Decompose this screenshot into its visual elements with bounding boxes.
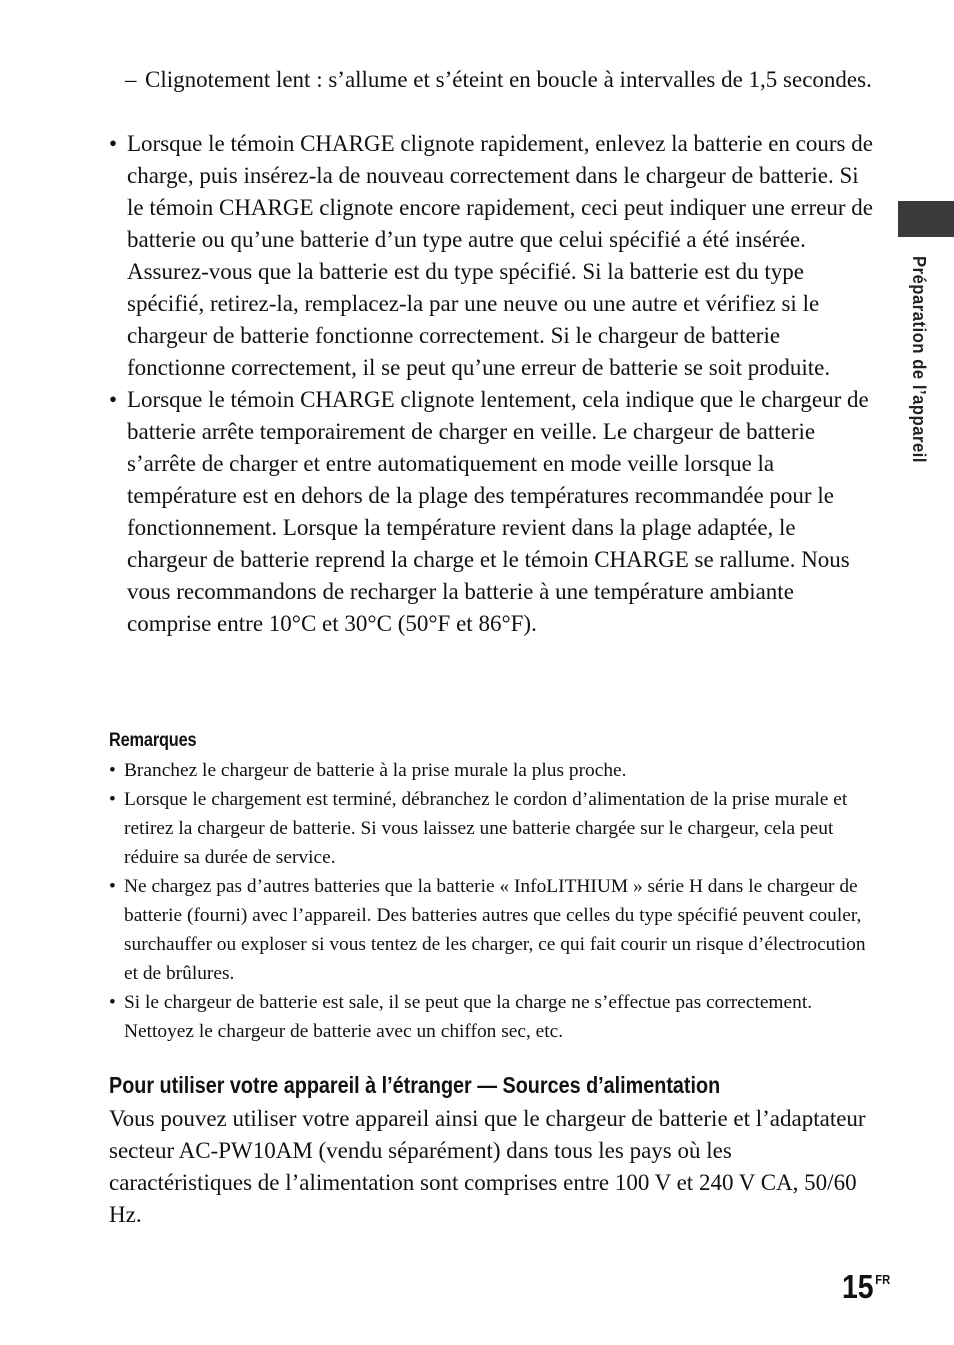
list-item-text: Lorsque le chargement est terminé, débranchez le cordon d’alimentation de la prise murale et retirez la chargeur de batterie. Si vous laissez une batterie chargée sur le chargeur, cela peut réduire sa durée de service. xyxy=(124,789,848,868)
bullet-icon: • xyxy=(109,789,116,810)
list-item-text: Branchez le chargeur de batterie à la prise murale la plus proche. xyxy=(124,760,627,781)
bullet-icon: • xyxy=(109,131,118,156)
list-item-text: Si le chargeur de batterie est sale, il se peut que la charge ne s’effectue pas correctement. Nettoyez le chargeur de batterie avec un chiffon sec, etc. xyxy=(124,992,813,1042)
section-body: Vous pouvez utiliser votre appareil ainsi que le chargeur de batterie et l’adaptateur secteur AC-PW10AM (vendu séparément) dans tous les pays où les caractéristiques de l’alimentation sont comprises entre 100 V et 240 V CA, 50/60 Hz. xyxy=(109,1106,866,1227)
section-heading: Pour utiliser votre appareil à l’étranger — Sources d’alimentation xyxy=(109,1072,721,1098)
list-item xyxy=(109,785,879,872)
list-item xyxy=(109,756,879,785)
bullet-icon: • xyxy=(109,760,116,781)
sub-item-text: Clignotement lent : s’allume et s’éteint en boucle à intervalles de 1,5 secondes. xyxy=(145,67,872,92)
bullet-icon: • xyxy=(109,876,116,897)
page-number-value: 15 xyxy=(842,1268,874,1305)
list-item-text: Lorsque le témoin CHARGE clignote lentement, cela indique que le chargeur de batterie arrête temporairement de charger en veille. Le chargeur de batterie s’arrête de charger et entre automatiquement en mode veille lorsque la température est en dehors de la plage des températures recommandée pour le fonctionnement. Lorsque la température revient dans la plage adaptée, le chargeur de batterie reprend la charge et le témoin CHARGE se rallume. Nous vous recommandons de recharger la batterie à une température ambiante comprise entre 10°C et 30°C (50°F et 86°F). xyxy=(127,387,869,636)
list-item-text: Lorsque le témoin CHARGE clignote rapidement, enlevez la batterie en cours de charge, puis insérez-la de nouveau correctement dans le chargeur de batterie. Si le témoin CHARGE clignote encore rapidement, ceci peut indiquer une erreur de batterie ou qu’une batterie d’un type autre que celui spécifié a été insérée. Assurez-vous que la batterie est du type spécifié. Si la batterie est du type spécifié, retirez-la, remplacez-la par une neuve ou une autre et vérifiez si le chargeur de batterie fonctionne correctement. Si le chargeur de batterie fonctionne correctement, il se peut qu’une erreur de batterie se soit produite. xyxy=(127,131,873,380)
list-item xyxy=(109,128,879,384)
chapter-label: Préparation de l’appareil xyxy=(909,256,929,464)
chapter-tab xyxy=(898,201,954,237)
sub-item-slow-blink xyxy=(127,64,887,96)
bullet-list xyxy=(109,128,879,640)
list-item xyxy=(109,988,879,1046)
list-item xyxy=(109,384,879,640)
page-number xyxy=(842,1268,890,1306)
remarks-heading: Remarques xyxy=(109,730,197,751)
page-language: FR xyxy=(875,1272,891,1287)
dash-marker: – xyxy=(125,67,137,92)
bullet-icon: • xyxy=(109,387,118,412)
list-item xyxy=(109,872,879,988)
remarks-list xyxy=(109,756,879,1046)
list-item-text: Ne chargez pas d’autres batteries que la batterie « InfoLITHIUM » série H dans le chargeur de batterie (fourni) avec l’appareil. Des batteries autres que celles du type spécifié peuvent couler, surchauffer ou exploser si vous tentez de les charger, ce qui fait courir un risque d’électrocution et de brûlures. xyxy=(124,876,866,984)
bullet-icon: • xyxy=(109,992,116,1013)
